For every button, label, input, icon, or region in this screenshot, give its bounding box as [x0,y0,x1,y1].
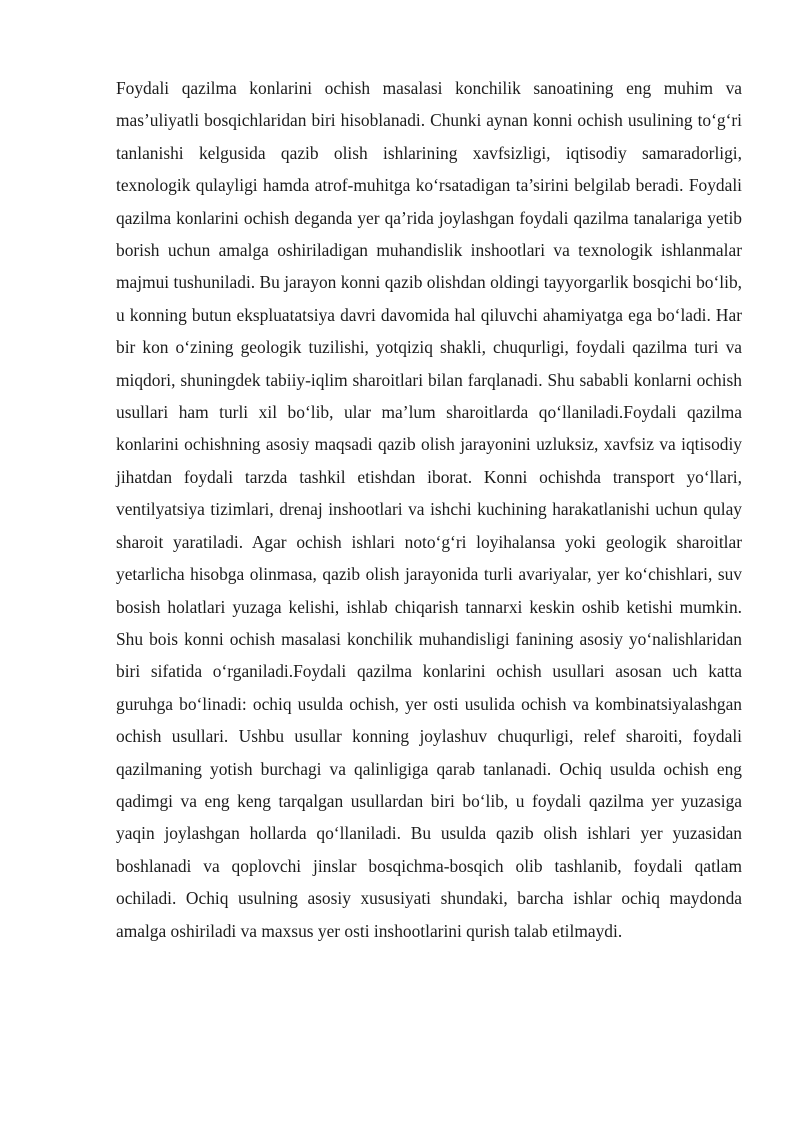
body-text [116,72,742,947]
paragraph: Foydali qazilma konlarini ochish masalasi konchilik sanoatining eng muhim va mas’uliyatli bosqichlaridan biri hisoblanadi. Chunki aynan konni ochish usulining to‘g‘ri tanlanishi kelgusida qazib olish ishlarining xavfsizligi, iqtisodiy samaradorligi, texnologik qulayligi hamda atrof-muhitga ko‘rsatadigan ta’sirini belgilab beradi. Foydali qazilma konlarini ochish deganda yer qa’rida joylashgan foydali qazilma tanalariga yetib borish uchun amalga oshiriladigan muhandislik inshootlari va texnologik ishlanmalar majmui tushuniladi. Bu jarayon konni qazib olishdan oldingi tayyorgarlik bosqichi bo‘lib, u konning butun ekspluatatsiya davri davomida hal qiluvchi ahamiyatga ega bo‘ladi. Har bir kon o‘zining geologik tuzilishi, yotqiziq shakli, chuqurligi, foydali qazilma turi va miqdori, shuningdek tabiiy-iqlim sharoitlari bilan farqlanadi. Shu sababli konlarni ochish usullari ham turli xil bo‘lib, ular ma’lum sharoitlarda qo‘llaniladi.Foydali qazilma konlarini ochishning asosiy maqsadi qazib olish jarayonini uzluksiz, xavfsiz va iqtisodiy jihatdan foydali tarzda tashkil etishdan iborat. Konni ochishda transport yo‘llari, ventilyatsiya tizimlari, drenaj inshootlari va ishchi kuchining harakatlanishi uchun qulay sharoit yaratiladi. Agar ochish ishlari noto‘g‘ri loyihalansa yoki geologik sharoitlar yetarlicha hisobga olinmasa, qazib olish jarayonida turli avariyalar, yer ko‘chishlari, suv bosish holatlari yuzaga kelishi, ishlab chiqarish tannarxi keskin oshib ketishi mumkin. Shu bois konni ochish masalasi konchilik muhandisligi fanining asosiy yo‘nalishlaridan biri sifatida o‘rganiladi.Foydali qazilma konlarini ochish usullari asosan uch katta guruhga bo‘linadi: ochiq usulda ochish, yer osti usulida ochish va kombinatsiyalashgan ochish usullari. Ushbu usullar konning joylashuv chuqurligi, relef sharoiti, foydali qazilmaning yotish burchagi va qalinligiga qarab tanlanadi. Ochiq usulda ochish eng qadimgi va eng keng tarqalgan usullardan biri bo‘lib, u foydali qazilma yer yuzasiga yaqin joylashgan hollarda qo‘llaniladi. Bu usulda qazib olish ishlari yer yuzasidan boshlanadi va qoplovchi jinslar bosqichma-bosqich olib tashlanib, foydali qatlam ochiladi. Ochiq usulning asosiy xususiyati shundaki, barcha ishlar ochiq maydonda amalga oshiriladi va maxsus yer osti inshootlarini qurish talab etilmaydi. [116,78,742,941]
